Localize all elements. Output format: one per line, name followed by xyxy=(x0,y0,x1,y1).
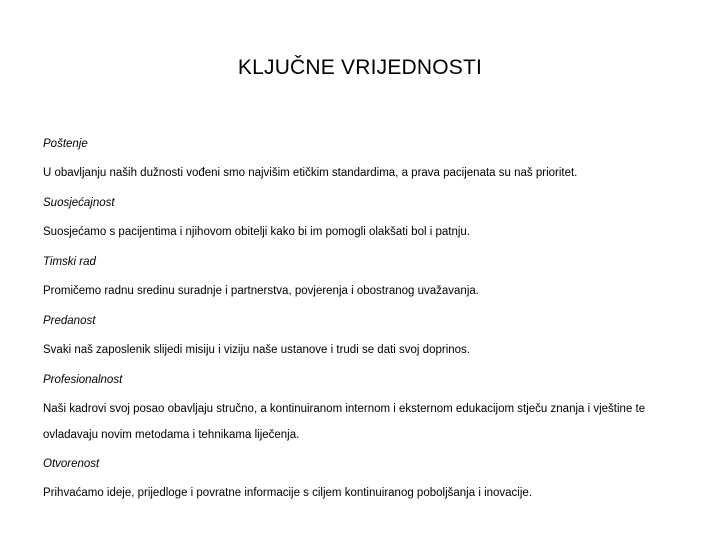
value-description: Suosjećamo s pacijentima i njihovom obitelji kako bi im pomogli olakšati bol i patnju. xyxy=(43,226,470,238)
value-heading: Timski rad xyxy=(43,256,96,268)
value-description: U obavljanju naših dužnosti vođeni smo najvišim etičkim standardima, a prava pacijenata su naš prioritet. xyxy=(43,167,578,179)
value-item-otvorenost xyxy=(43,454,703,507)
value-heading: Suosjećajnost xyxy=(43,197,115,209)
value-heading: Poštenje xyxy=(43,138,88,150)
value-heading: Otvorenost xyxy=(43,458,100,470)
values-list xyxy=(43,134,703,513)
value-item-timski-rad xyxy=(43,252,703,305)
slide-title: KLJUČNE VRIJEDNOSTI xyxy=(237,56,483,79)
value-item-postenje xyxy=(43,134,703,187)
value-description: Prihvaćamo ideje, prijedloge i povratne informacije s ciljem kontinuiranog poboljšanja i inovacije. xyxy=(43,487,533,499)
value-description: Promičemo radnu sredinu suradnje i partnerstva, povjerenja i obostranog uvažavanja. xyxy=(43,285,479,297)
value-item-predanost xyxy=(43,311,703,364)
value-heading: Profesionalnost xyxy=(43,374,123,386)
value-description: Naši kadrovi svoj posao obavljaju stručno, a kontinuiranom internom i eksternom edukacijom stječu znanja i vještine te ovladavaju novim metodama i tehnikama liječenja. xyxy=(43,403,646,441)
value-heading: Predanost xyxy=(43,315,96,327)
value-item-profesionalnost xyxy=(43,370,703,448)
value-item-suosjecajnost xyxy=(43,193,703,246)
value-description: Svaki naš zaposlenik slijedi misiju i viziju naše ustanove i trudi se dati svoj doprinos. xyxy=(43,344,470,356)
